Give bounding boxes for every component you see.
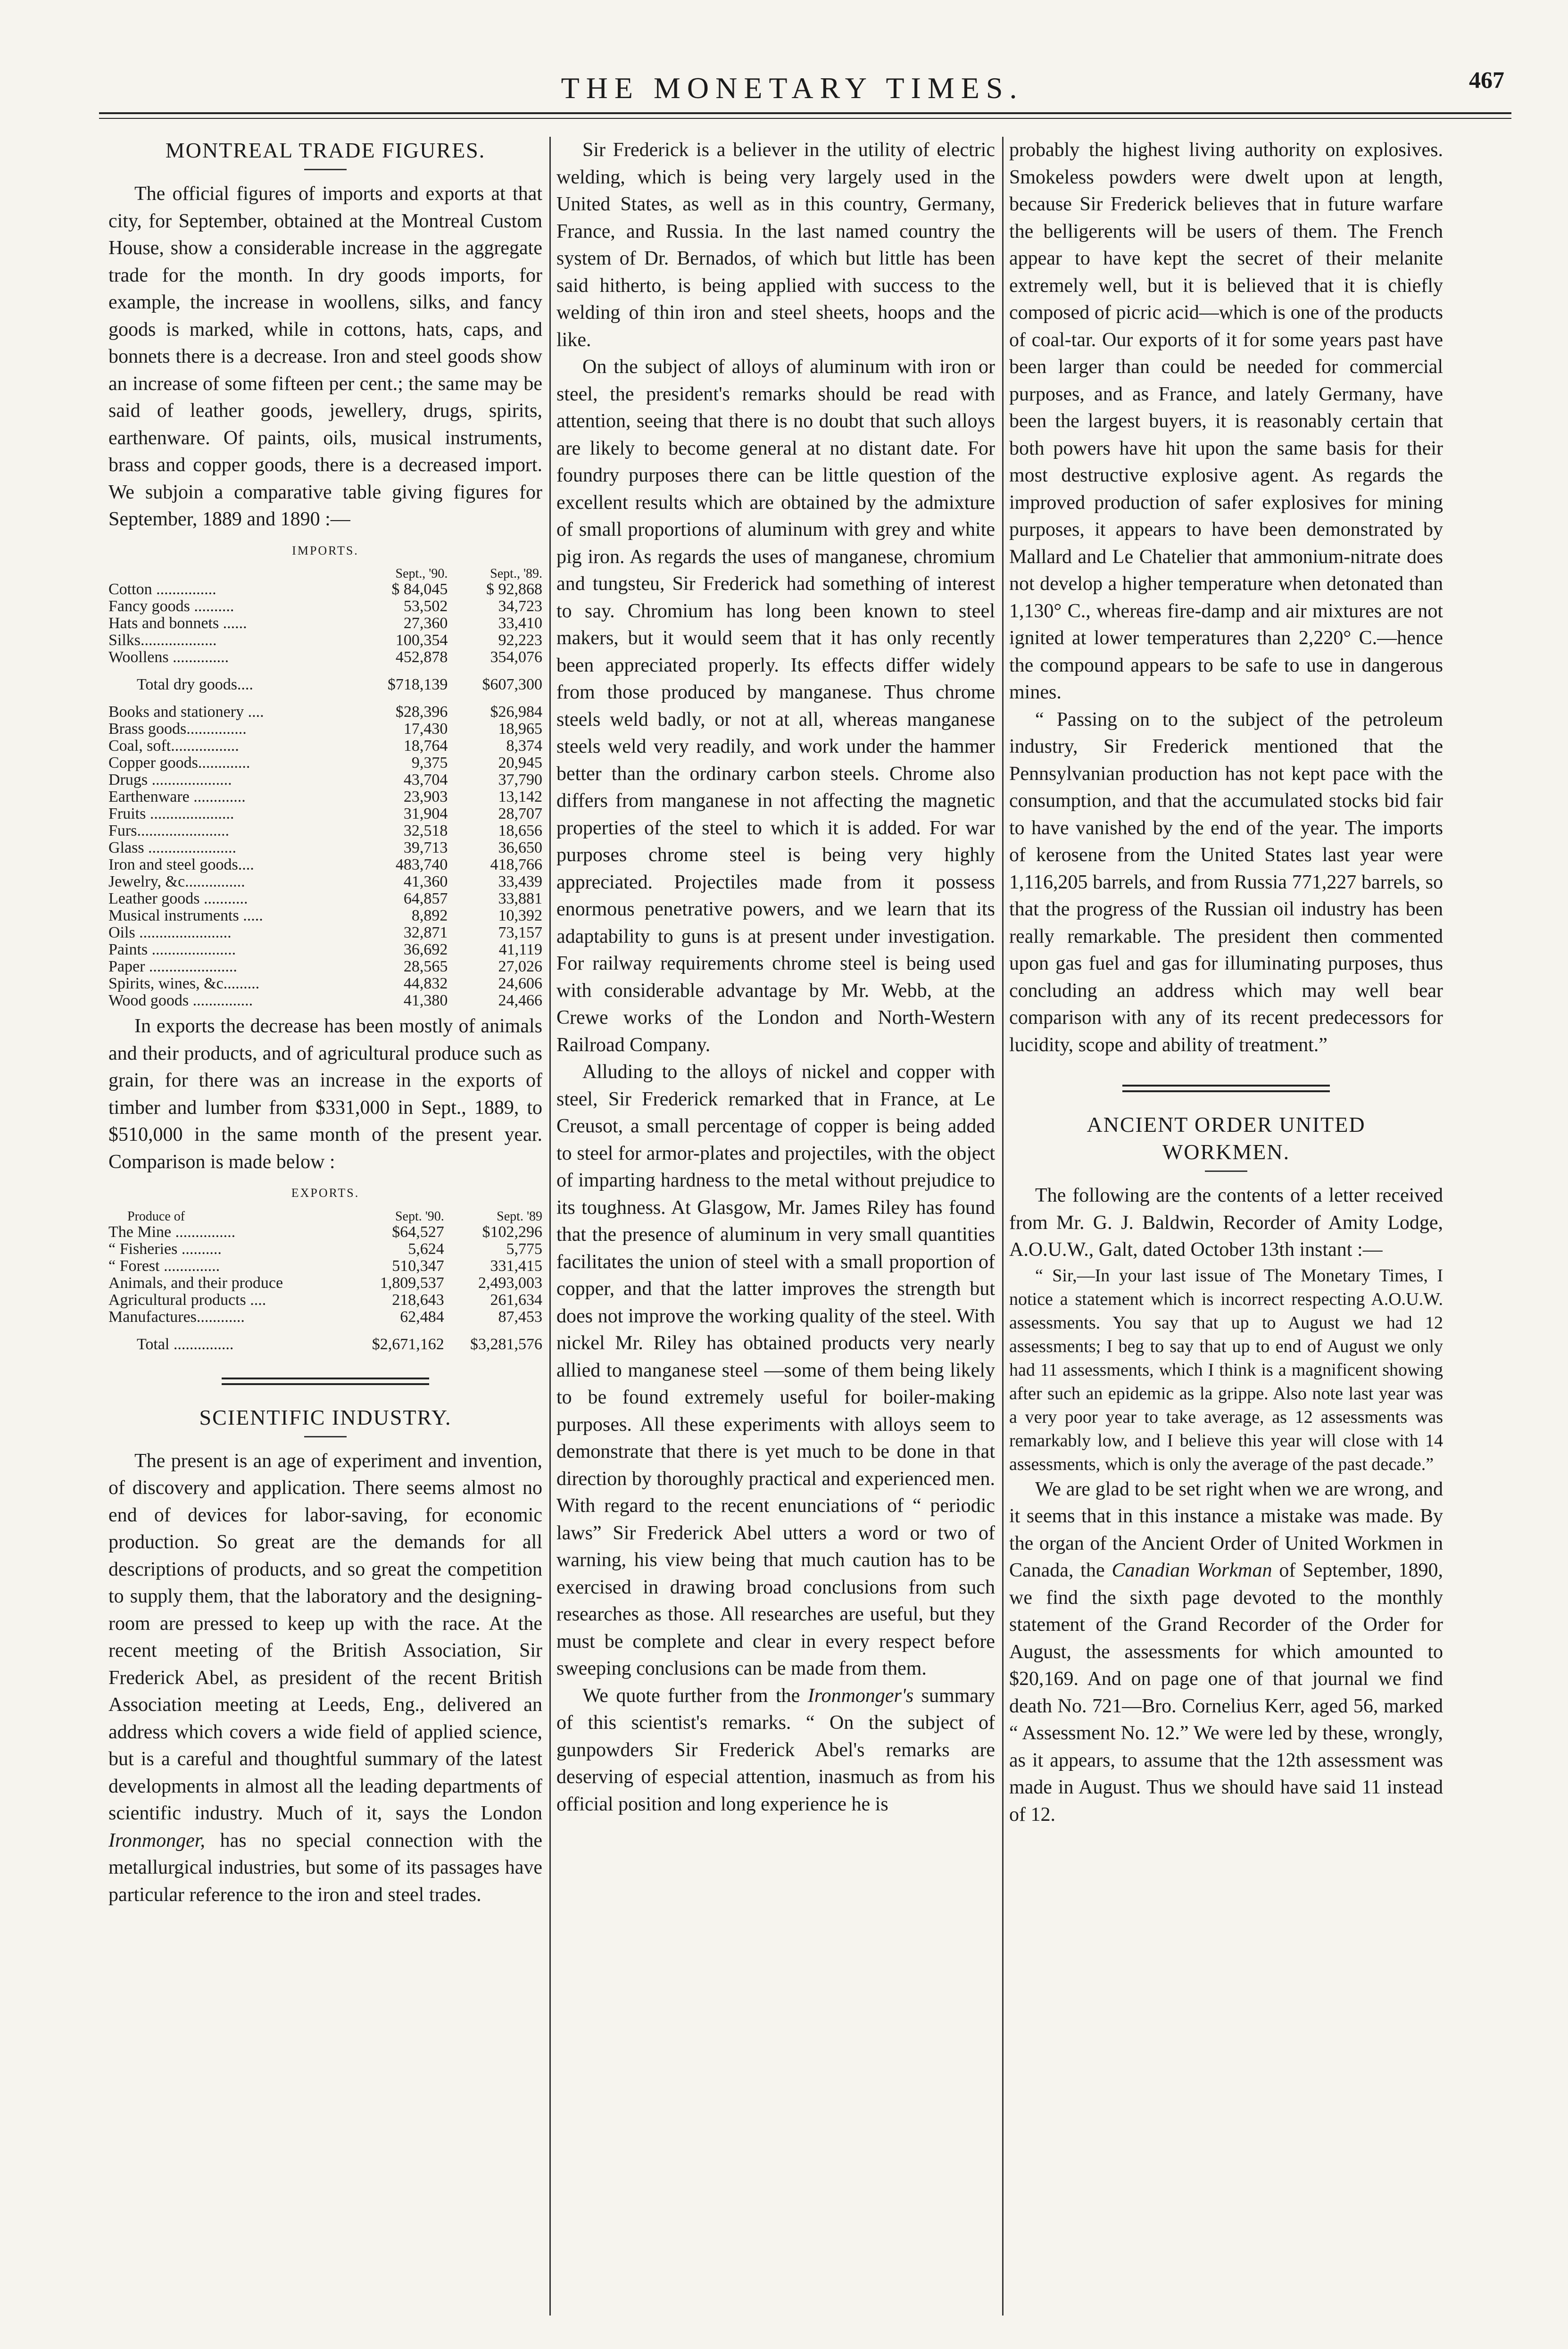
value-1890: 100,354 [395, 631, 448, 649]
imports-row [108, 992, 542, 1009]
value-1889: 2,493,003 [478, 1274, 542, 1292]
row-label: Silks................... [108, 631, 217, 649]
dry-total-1989: $607,300 [482, 676, 542, 693]
imports-row [108, 839, 542, 856]
value-1890: 18,764 [403, 737, 448, 755]
montreal-paragraph-2: In exports the decrease has been mostly of animals and their products, and of agricultural produce such as grain, for there was an increase in the exports of timber and lumber from $331,000 in Sept., 1889, to $510,000 in the same month of the present year. Comparison is made below : [108, 1015, 542, 1173]
section-divider [1122, 1085, 1330, 1092]
value-1889: 73,157 [498, 924, 542, 941]
column-divider-1 [549, 137, 551, 2316]
imports-row [108, 941, 542, 958]
value-1890: 218,643 [392, 1291, 444, 1309]
value-1890: 64,857 [403, 890, 448, 907]
value-1889: 354,076 [490, 648, 542, 666]
exports-header-row [108, 1210, 542, 1224]
value-1890: $ 84,045 [391, 581, 448, 598]
imports-row [108, 615, 542, 632]
value-1890: $64,527 [392, 1223, 444, 1241]
row-label: Fruits ..................... [108, 805, 234, 822]
montreal-trade-heading: MONTREAL TRADE FIGURES. [165, 138, 486, 162]
value-1890: 41,380 [403, 992, 448, 1009]
value-1890: 41,360 [403, 873, 448, 890]
value-1890: 32,518 [403, 822, 448, 839]
value-1889: 27,026 [498, 958, 542, 975]
col2-paragraph-1: Sir Frederick is a believer in the utility of electric welding, which is being very largely used in the United States, as well as in this country, Germany, France, and Russia. In the last named country the system of Dr. Bernados, of which but little has been said hitherto, is being applied with success to the welding of thin iron and steel sheets, hoops and the like. [556, 139, 995, 351]
value-1889: 20,945 [498, 754, 542, 772]
imports-caption: IMPORTS. [292, 543, 359, 557]
value-1889: $ 92,868 [486, 581, 542, 598]
scientific-paragraph-1: The present is an age of experiment and invention, of discovery and application. There seems almost no end of devices for labor-saving, for economic production. So great are the demands for all descriptions of products, and so great the competition to supply them, that the laboratory and the designing-room are pressed to keep up with the race. At the recent meeting of the British Association, Sir Frederick Abel, as president of the recent British Association meeting at Leeds, Eng., delivered an address which covers a wide field of applied science, but is a careful and thoughtful summary of the latest developments in almost all the leading departments of scientific industry. Much of it, says the London Ironmonger, has no special connection with the metallurgical industries, but some of its passages have particular reference to the iron and steel trades. [108, 1450, 542, 1906]
row-label: “ Fisheries .......... [108, 1240, 222, 1258]
imports-row [108, 958, 542, 975]
value-1890: 28,565 [403, 958, 448, 975]
col3-paragraph-2: “ Passing on to the subject of the petroleum industry, Sir Frederick mentioned that the Pennsylvanian production has not kept pace with the consumption, and that the accumulated stocks bid fair to have vanished by the end of the year. The imports of kerosene from the United States last year were 1,116,205 barrels, and from Russia 771,227 barrels, so that the progress of the Russian oil industry has been really remarkable. The president then commented upon gas fuel and gas for illuminating purposes, thus concluding an address which may well bear comparison with any of its recent predecessors for lucidity, scope and ability of treatment.” [1009, 708, 1443, 1056]
value-1889: 92,223 [498, 631, 542, 649]
value-1889: 33,410 [498, 614, 542, 632]
row-label: Woollens .............. [108, 648, 229, 666]
exports-total-1989: $3,281,576 [470, 1335, 542, 1353]
masthead [75, 66, 1509, 108]
imports-row [108, 704, 542, 721]
row-label: Iron and steel goods.... [108, 856, 254, 873]
imports-row [108, 873, 542, 890]
exports-total-row [108, 1326, 542, 1363]
value-1889: 33,439 [498, 873, 542, 890]
imports-col-1989: Sept., '89. [490, 566, 542, 581]
value-1889: 24,466 [498, 992, 542, 1009]
value-1889: 28,707 [498, 805, 542, 822]
value-1890: 23,903 [403, 788, 448, 805]
value-1890: 483,740 [395, 856, 448, 873]
exports-table [108, 1210, 542, 1363]
col2-paragraph-4: We quote further from the Ironmonger's summary of this scientist's remarks. “ On the subject of gunpowders Sir Frederick Abel's remarks are deserving of especial attention, inasmuch as from his official position and long experience he is [556, 1685, 995, 1815]
page-number: 467 [1469, 66, 1504, 93]
heading-rule [1205, 1170, 1247, 1172]
exports-row [108, 1224, 542, 1241]
imports-row [108, 890, 542, 907]
aouw-paragraph-1: The following are the contents of a letter received from Mr. G. J. Baldwin, Recorder of Amity Lodge, A.O.U.W., Galt, dated October 13th instant :— [1009, 1185, 1443, 1261]
imports-row [108, 789, 542, 805]
value-1890: 27,360 [403, 614, 448, 632]
value-1889: $102,296 [482, 1223, 542, 1241]
imports-row [108, 755, 542, 772]
section-divider [222, 1378, 429, 1385]
aouw-paragraph-2: We are glad to be set right when we are wrong, and it seems that in this instance a mistake was made. By the organ of the Ancient Order of United Workmen in Canada, the Canadian Workman of September, 1890, we find the sixth page devoted to the monthly statement of the Grand Recorder of the Order for August, the assessments for which amounted to $20,169. And on page one of that journal we find death No. 721—Bro. Cornelius Kerr, aged 56, marked “ Assessment No. 12.” We were led by these, wrongly, as it appears, to assume that the 12th assessment was made in August. Thus we should have said 11 instead of 12. [1009, 1478, 1444, 1826]
imports-col-1990: Sept., '90. [395, 566, 448, 581]
row-label: Books and stationery .... [108, 703, 264, 721]
header-rule-bottom [99, 118, 1511, 119]
heading-rule [304, 1436, 347, 1437]
imports-row [108, 822, 542, 839]
value-1890: 62,484 [400, 1308, 444, 1326]
exports-total-1990: $2,671,162 [372, 1335, 444, 1353]
imports-other-goods [108, 704, 542, 1009]
imports-header-row [108, 567, 542, 581]
value-1889: 13,142 [498, 788, 542, 805]
row-label: Earthenware ............. [108, 788, 246, 805]
heading-rule [304, 169, 347, 170]
row-label: Drugs .................... [108, 771, 232, 789]
column-1 [108, 137, 542, 1909]
column-3 [1009, 137, 1443, 1828]
row-label: “ Forest .............. [108, 1257, 220, 1275]
imports-row [108, 924, 542, 941]
value-1889: 5,775 [506, 1240, 542, 1258]
row-label: Coal, soft................. [108, 737, 239, 755]
exports-total-label: Total ............... [137, 1335, 234, 1353]
value-1890: 510,347 [392, 1257, 444, 1275]
row-label: Manufactures............ [108, 1308, 245, 1326]
row-label: Jewelry, &c............... [108, 873, 245, 890]
aouw-heading: ANCIENT ORDER UNITED WORKMEN. [1087, 1112, 1366, 1164]
row-label: Cotton ............... [108, 581, 216, 598]
value-1890: 32,871 [403, 924, 448, 941]
aouw-letter: “ Sir,—In your last issue of The Monetary Times, I notice a statement which is incorrect respecting A.O.U.W. assessments. You say that up to August we had 12 assessments; I beg to say that up to end of August we only had 11 assessments, which I think is a magnificent showing after such an epidemic as la grippe. Also note last year was a very poor year to take average, as 12 assessments was remarkably low, and I believe this year will close with 14 assessments, which is only the average of the past decade.” [1009, 1265, 1443, 1474]
value-1890: 17,430 [403, 720, 448, 738]
dry-goods-total-row [108, 666, 542, 704]
row-label: Glass ...................... [108, 839, 237, 856]
value-1890: $28,396 [395, 703, 448, 721]
imports-row [108, 975, 542, 992]
value-1890: 36,692 [403, 941, 448, 958]
value-1889: 36,650 [498, 839, 542, 856]
value-1889: 331,415 [490, 1257, 542, 1275]
dry-total-1990: $718,139 [387, 676, 448, 693]
value-1889: 34,723 [498, 598, 542, 615]
row-label: Agricultural products .... [108, 1291, 266, 1309]
value-1890: 8,892 [411, 907, 448, 924]
row-label: Spirits, wines, &c......... [108, 975, 260, 992]
imports-row [108, 907, 542, 924]
value-1889: 18,965 [498, 720, 542, 738]
value-1890: 39,713 [403, 839, 448, 856]
row-label: Leather goods ........... [108, 890, 248, 907]
scientific-industry-heading: SCIENTIFIC INDUSTRY. [199, 1405, 452, 1429]
imports-row [108, 632, 542, 649]
row-label: Fancy goods .......... [108, 598, 234, 615]
value-1889: 8,374 [506, 737, 542, 755]
value-1889: 33,881 [498, 890, 542, 907]
row-label: Hats and bonnets ...... [108, 614, 247, 632]
value-1890: 43,704 [403, 771, 448, 789]
montreal-paragraph-1: The official figures of imports and exports at that city, for September, obtained at the Montreal Custom House, show a considerable increase in the aggregate trade for the month. In dry goods imports, for example, the increase in woollens, silks, and fancy goods is marked, while in cottons, hats, caps, and bonnets there is a decrease. Iron and steel goods show an increase of some fifteen per cent.; the same may be said of leather goods, jewellery, drugs, spirits, earthenware. Of paints, oils, musical instruments, brass and copper goods, there is a decreased import. We subjoin a comparative table giving figures for September, 1889 and 1890 :— [108, 183, 542, 530]
exports-col-produce: Produce of [127, 1209, 185, 1224]
imports-row [108, 738, 542, 755]
imports-row [108, 581, 542, 598]
value-1889: 10,392 [498, 907, 542, 924]
value-1890: 44,832 [403, 975, 448, 992]
col2-paragraph-2: On the subject of alloys of aluminum with iron or steel, the president's remarks should be read with attention, seeing that there is no doubt that such alloys are likely to become general at no distant date. For foundry purposes there can be little question of the excellent results which are obtained by the admixture of small proportions of aluminum with grey and white pig iron. As regards the uses of manganese, chromium and tungsteu, Sir Frederick had something of interest to say. Chromium has long been known to steel makers, but it would seem that it has only recently been appreciated properly. Its effects differ widely from those produced by manganese. Thus chrome steels weld badly, or not at all, whereas manganese steels weld very readily, and work under the hammer better than the ordinary carbon steels. Chrome also differs from manganese in not affecting the magnetic properties of the steel to which it is added. For war purposes chrome steel is being very highly appreciated. Projectiles made from it possess enormous penetrative powers, and we learn that its adaptability to guns is at present under investigation. For railway requirements chrome steel is being used with considerable advantage by Mr. Webb, at the Crewe works of the London and North-Western Railroad Company. [556, 356, 995, 1056]
row-label: The Mine ............... [108, 1223, 236, 1241]
newspaper-title: THE MONETARY TIMES. [561, 71, 1024, 105]
value-1889: 24,606 [498, 975, 542, 992]
imports-dry-goods [108, 581, 542, 666]
value-1890: 452,878 [395, 648, 448, 666]
exports-caption: EXPORTS. [291, 1186, 360, 1200]
column-2 [556, 137, 995, 1818]
row-label: Paper ...................... [108, 958, 237, 975]
exports-row [108, 1241, 542, 1258]
row-label: Animals, and their produce [108, 1274, 283, 1292]
exports-row [108, 1292, 542, 1309]
imports-row [108, 772, 542, 789]
value-1889: $26,984 [490, 703, 542, 721]
value-1889: 37,790 [498, 771, 542, 789]
exports-rows [108, 1224, 542, 1326]
value-1889: 41,119 [498, 941, 542, 958]
exports-col-1990: Sept. '90. [395, 1209, 444, 1224]
value-1890: 5,624 [408, 1240, 444, 1258]
row-label: Wood goods ............... [108, 992, 253, 1009]
exports-row [108, 1258, 542, 1275]
dry-total-label: Total dry goods.... [137, 676, 253, 693]
row-label: Oils ....................... [108, 924, 232, 941]
column-divider-2 [1002, 137, 1004, 2316]
imports-row [108, 856, 542, 873]
row-label: Brass goods............... [108, 720, 247, 738]
value-1889: 261,634 [490, 1291, 542, 1309]
value-1889: 18,656 [498, 822, 542, 839]
header-rule-top [99, 112, 1511, 114]
exports-col-1989: Sept. '89 [497, 1209, 542, 1224]
exports-row [108, 1309, 542, 1326]
value-1890: 31,904 [403, 805, 448, 822]
row-label: Musical instruments ..... [108, 907, 263, 924]
exports-row [108, 1275, 542, 1292]
imports-row [108, 598, 542, 615]
value-1890: 1,809,537 [380, 1274, 444, 1292]
col2-paragraph-3: Alluding to the alloys of nickel and copper with steel, Sir Frederick remarked that in France, at Le Creusot, a small percentage of copper is being added to steel for armor-plates and projectiles, with the object of imparting hardness to the metal without prejudice to its toughness. At Glasgow, Mr. James Riley has found that the presence of aluminum in very small quantities facilitates the union of steel with a small proportion of copper, and that the latter improves the strength but does not improve the working quality of the steel. With nickel Mr. Riley has obtained products very nearly allied to manganese steel —some of them being likely to be found extremely useful for boiler-making purposes. All these experiments with alloys seem to demonstrate that there is yet much to be done in that direction by thoroughly practical and experienced men. With regard to the recent enunciations of “ periodic laws” Sir Frederick Abel utters a word or two of warning, his view being that much caution has to be exercised in drawing broad conclusions from such researches as those. All researches are useful, but they must be complete and clear in every respect before sweeping conclusions can be made from them. [556, 1061, 995, 1679]
col3-paragraph-1: probably the highest living authority on explosives. Smokeless powders were dwelt upon at length, because Sir Frederick believes that in future warfare the belligerents will be users of them. The French appear to have kept the secret of their melanite extremely well, but it is believed that it is chiefly composed of picric acid—which is one of the products of coal-tar. Our exports of it for some years past have been larger than could be needed for commercial purposes, and as France, and lately Germany, have been the largest buyers, it is reasonably certain that both powers have hit upon the same basis for their most destructive explosive agent. As regards the improved production of safer explosives for mining purposes, it appears to have been demonstrated by Mallard and Le Chatelier that ammonium-nitrate does not develop a higher temperature when detonated than 1,130° C., whereas fire-damp and air mixtures are not ignited at lower temperatures than 2,220° C.—hence the compound appears to be safe to use in dangerous mines. [1009, 139, 1443, 703]
value-1890: 9,375 [411, 754, 448, 772]
value-1889: 87,453 [498, 1308, 542, 1326]
row-label: Furs....................... [108, 822, 229, 839]
imports-table [108, 567, 542, 1009]
imports-row [108, 805, 542, 822]
imports-row [108, 721, 542, 738]
row-label: Copper goods............. [108, 754, 250, 772]
value-1890: 53,502 [403, 598, 448, 615]
row-label: Paints ..................... [108, 941, 236, 958]
value-1889: 418,766 [490, 856, 542, 873]
imports-row [108, 649, 542, 666]
